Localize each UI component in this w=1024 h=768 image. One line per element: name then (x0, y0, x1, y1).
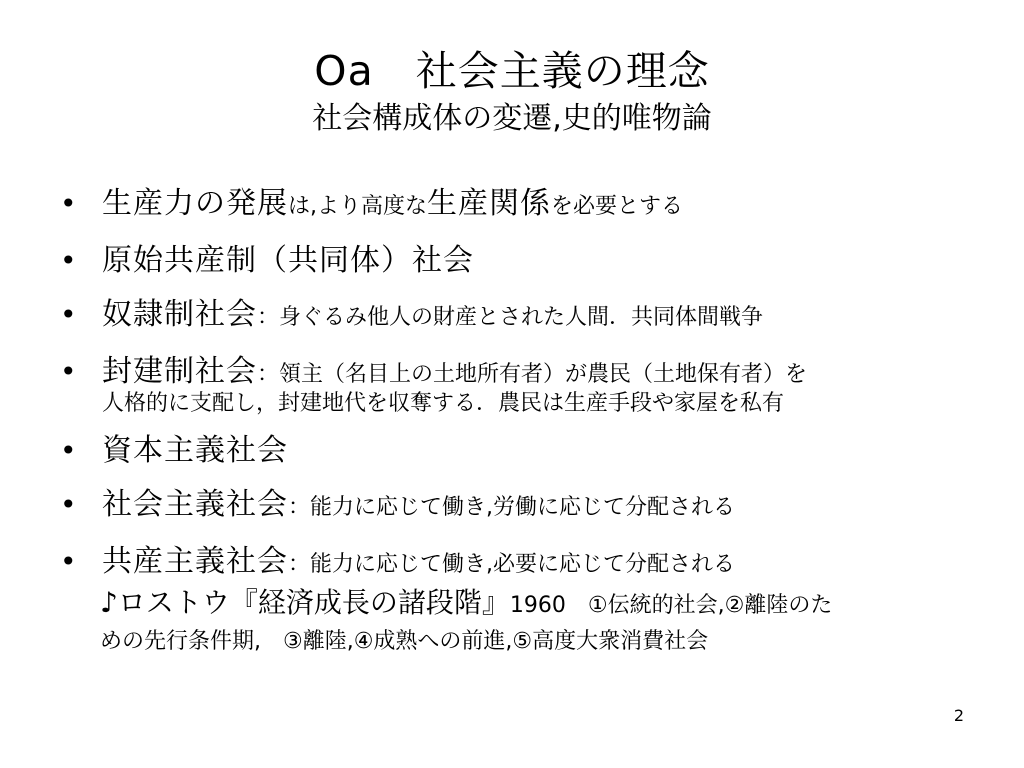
bullet-text: ：能力に応じて働き,必要に応じて分配される (288, 552, 735, 577)
page-number: 2 (953, 706, 964, 725)
bullet-item-slavery (60, 293, 1010, 340)
bullet-text: は,より高度な (288, 194, 427, 219)
bullet-dot-icon: • (60, 355, 77, 388)
note-line-2: めの先行条件期, ③離陸,④成熟への前進,⑤高度大衆消費社会 (100, 629, 709, 654)
slide-subtitle: 社会構成体の変遷,史的唯物論 (312, 101, 712, 136)
bullet-item-socialism (60, 483, 1010, 530)
bullet-item-productive-forces (60, 182, 1010, 229)
bullet-item-primitive-communism (60, 239, 1010, 283)
bullet-dot-icon: • (60, 298, 77, 331)
bullet-text: ：能力に応じて働き,労働に応じて分配される (288, 495, 735, 520)
title-block (0, 44, 1024, 140)
bullet-text: ：領主（名目上の土地所有者）が農民（土地保有者）を (257, 362, 808, 387)
music-note-icon: ♪ (100, 586, 118, 619)
bullet-heading-2: 生産関係 (427, 186, 551, 221)
bullet-heading: 封建制社会 (102, 354, 257, 389)
bullet-text-2: を必要とする (551, 194, 684, 219)
note-line-1 (100, 583, 1000, 626)
bullet-heading: 資本主義社会 (102, 433, 288, 468)
bullet-item-communism (60, 540, 1010, 587)
bullet-heading: 原始共産制（共同体）社会 (102, 243, 474, 278)
bullet-text: ：身ぐるみ他人の財産とされた人間．共同体間戦争 (257, 305, 764, 330)
note-title: ロストウ『経済成長の諸段階』 (117, 586, 510, 619)
bullet-list (60, 182, 1010, 597)
bullet-dot-icon: • (60, 545, 77, 578)
slide-title: Oa 社会主義の理念 (314, 47, 710, 95)
bullet-heading: 共産主義社会 (102, 544, 288, 579)
bullet-heading: 奴隷制社会 (102, 297, 257, 332)
bullet-dot-icon: • (60, 187, 77, 220)
note-text: 1960 ①伝統的社会,②離陸のた (509, 593, 833, 618)
bullet-dot-icon: • (60, 488, 77, 521)
bullet-item-capitalism (60, 429, 1010, 473)
bullet-text-continued: 人格的に支配し，封建地代を収奪する．農民は生産手段や家屋を私有 (102, 391, 785, 416)
rostow-note (100, 583, 1000, 658)
bullet-item-feudalism (60, 350, 1010, 419)
bullet-heading: 社会主義社会 (102, 487, 288, 522)
bullet-dot-icon: • (60, 244, 77, 277)
bullet-dot-icon: • (60, 434, 77, 467)
bullet-heading: 生産力の発展 (102, 186, 288, 221)
